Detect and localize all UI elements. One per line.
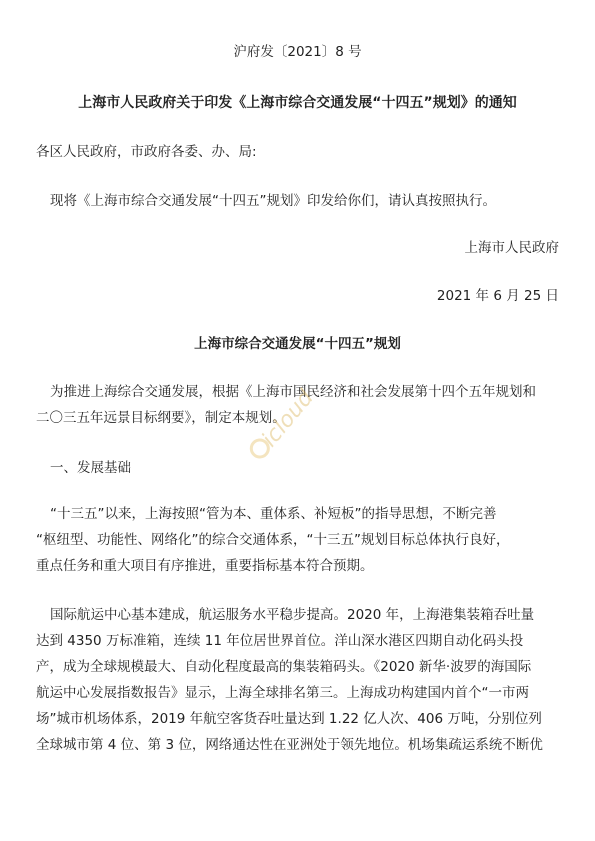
doc-number: 沪府发〔2021〕8 号 [233,44,362,60]
intro-line-2: 二〇三五年远景目标纲要》，制定本规划。 [36,410,286,426]
issue-date: 2021 年 6 月 25 日 [436,288,559,304]
para1-line-1: “十三五”以来，上海按照“管为本、重体系、补短板”的指导思想，不断完善 [50,506,497,522]
para2-line-4: 航运中心发展指数报告》显示，上海全球排名第三。上海成功构建国内首个“一市两 [36,685,529,701]
letter-body: 现将《上海市综合交通发展“十四五”规划》印发给你们，请认真按照执行。 [50,193,496,209]
para1-line-2: “枢纽型、功能性、网络化”的综合交通体系，“十三五”规划目标总体执行良好， [36,532,510,548]
notice-title: 上海市人民政府关于印发《上海市综合交通发展“十四五”规划》的通知 [78,95,517,111]
watermark-text: icloud [257,385,319,452]
para1-line-3: 重点任务和重大项目有序推进，重要指标基本符合预期。 [36,558,374,574]
para2-line-2: 达到 4350 万标准箱，连续 11 年位居世界首位。洋山深水港区四期自动化码头投 [36,633,524,649]
para2-line-5: 场”城市机场体系，2019 年航空客货吞吐量达到 1.22 亿人次、406 万吨，分别位列 [36,711,542,727]
addressee: 各区人民政府，市政府各委、办、局: [36,144,257,160]
para2-line-1: 国际航运中心基本建成，航运服务水平稳步提高。2020 年，上海港集装箱吞吐量 [50,607,535,623]
issuer: 上海市人民政府 [464,240,559,256]
watermark [215,347,348,481]
para2-line-6: 全球城市第 4 位、第 3 位，网络通达性在亚洲处于领先地位。机场集疏运系统不断优 [36,737,543,753]
section-heading: 一、发展基础 [50,460,131,476]
para2-line-3: 产，成为全球规模最大、自动化程度最高的集装箱码头。《2020 新华·波罗的海国际 [36,659,532,675]
plan-title: 上海市综合交通发展“十四五”规划 [194,336,401,352]
intro-line-1: 为推进上海综合交通发展，根据《上海市国民经济和社会发展第十四个五年规划和 [50,384,536,400]
